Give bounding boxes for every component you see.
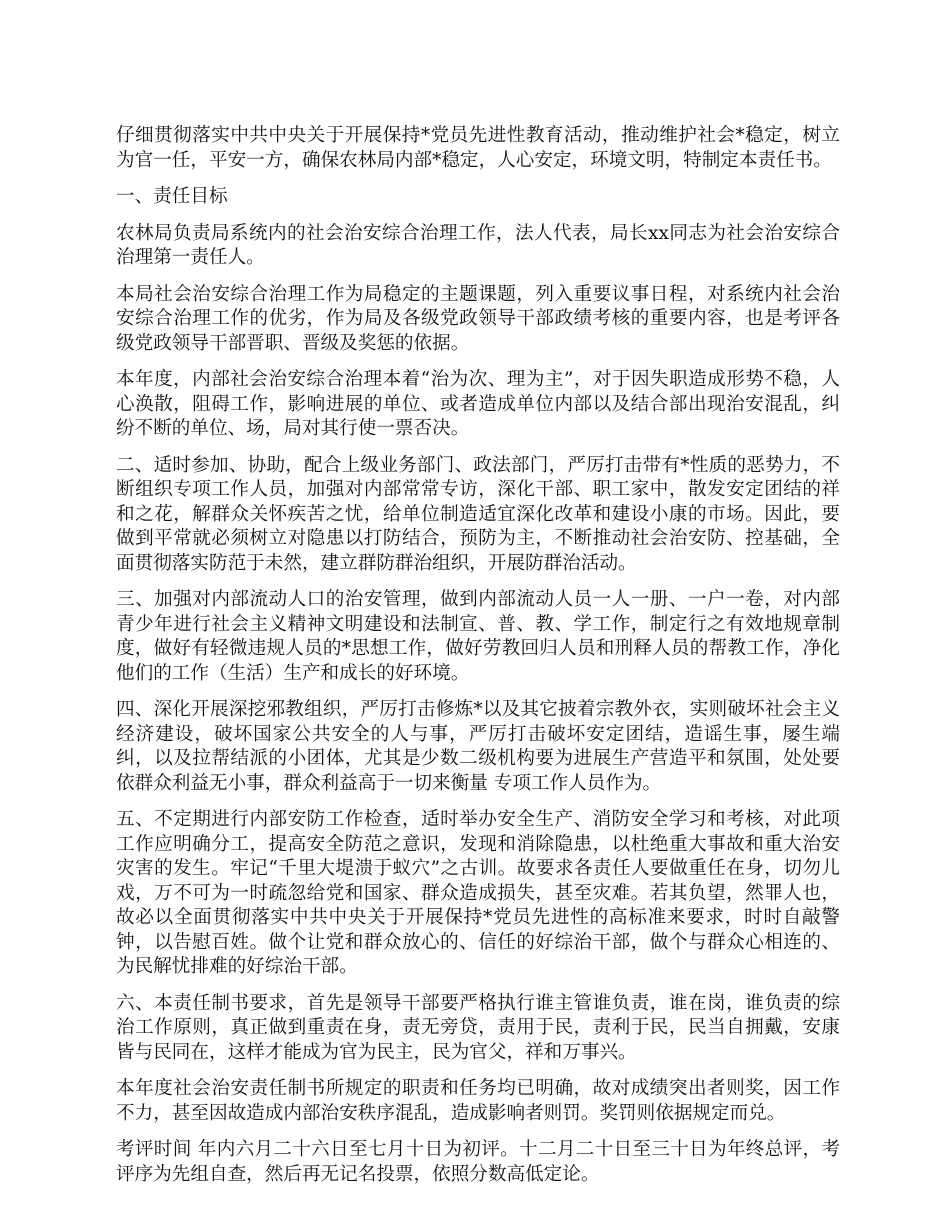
paragraph-evaluation-time: 考评时间 年内六月二十六日至七月十日为初评。十二月二十日至三十日为年终总评，考评序为先组自查，然后再无记名投票，依照分数高低定论。 [116,1139,840,1185]
paragraph-section-six: 六、本责任制书要求，首先是领导干部要严格执行谁主管谁负责，谁在岗，谁负责的综治工作原则，真正做到重责在身，责无旁贷，责用于民，责利于民，民当自拥戴，安康皆与民同在，这样才能成为官为民主，民为官父，祥和万事兴。 [116,992,840,1063]
paragraph-intro: 仔细贯彻落实中共中央关于开展保持*党员先进性教育活动，推动维护社会*稳定，树立为官一任，平安一方，确保农林局内部*稳定，人心安定，环境文明，特制定本责任书。 [116,125,840,171]
section-heading-responsibility-goals: 一、责任目标 [116,186,228,207]
document-page [116,124,840,1199]
paragraph-section-four: 四、深化开展深挖邪教组织，严厉打击修炼*以及其它披着宗教外衣，实则破坏社会主义经济建设，破坏国家公共安全的人与事，严厉打击破坏安定团结，造谣生事，屡生端纠，以及拉帮结派的小团体，尤其是少数二级机构要为进展生产营造平和氛围，处处要依群众利益无小事，群众利益高于一切来衡量 专项工作人员作为。 [116,699,840,794]
paragraph-main-topic: 本局社会治安综合治理工作为局稳定的主题课题，列入重要议事日程，对系统内社会治安综合治理工作的优劣，作为局及各级党政领导干部政绩考核的重要内容，也是考评各级党政领导干部晋职、晋级及奖惩的依据。 [116,283,840,354]
paragraph-section-five: 五、不定期进行内部安防工作检查，适时举办安全生产、消防安全学习和考核，对此项工作应明确分工，提高安全防范之意识，发现和消除隐患，以杜绝重大事故和重大治安灾害的发生。牢记“千里大堤溃于蚁穴”之古训。故要求各责任人要做重任在身，切勿儿戏，万不可为一时疏忽给党和国家、群众造成损失，甚至灾难。若其负望，然罪人也，故必以全面贯彻落实中共中央关于开展保持*党员先进性的高标准来要求，时时自敲警钟，以告慰百姓。做个让党和群众放心的、信任的好综治干部，做个与群众心相连的、为民解忧排难的好综治干部。 [116,809,840,977]
paragraph-first-responsible-person: 农林局负责局系统内的社会治安综合治理工作，法人代表，局长xx同志为社会治安综合治理第一责任人。 [116,222,840,268]
paragraph-section-two: 二、适时参加、协助，配合上级业务部门、政法部门，严厉打击带有*性质的恶势力，不断组织专项工作人员，加强对内部常常专访，深化干部、职工家中，散发安定团结的祥和之花，解群众关怀疾苦之忧，给单位制造适宜深化改革和建设小康的市场。因此，要做到平常就必须树立对隐患以打防结合，预防为主，不断推动社会治安防、控基础，全面贯彻落实防范于未然，建立群防群治组织，开展防群治活动。 [116,454,840,574]
paragraph-section-three: 三、加强对内部流动人口的治安管理，做到内部流动人员一人一册、一户一卷，对内部青少年进行社会主义精神文明建设和法制宣、普、教、学工作，制定行之有效地规章制度，做好有轻微违规人员的*思想工作，做好劳教回归人员和刑释人员的帮教工作，净化他们的工作（生活）生产和成长的好环境。 [116,589,840,684]
paragraph-one-vote-veto: 本年度，内部社会治安综合治理本着“治为次、理为主”，对于因失职造成形势不稳，人心涣散，阻碍工作，影响进展的单位、或者造成单位内部以及结合部出现治安混乱，纠纷不断的单位、场，局对其行使一票否决。 [116,369,840,439]
paragraph-rewards-penalties: 本年度社会治安责任制书所规定的职责和任务均已明确，故对成绩突出者则奖，因工作不力，甚至因故造成内部治安秩序混乱，造成影响者则罚。奖罚则依据规定而兑。 [116,1078,840,1124]
